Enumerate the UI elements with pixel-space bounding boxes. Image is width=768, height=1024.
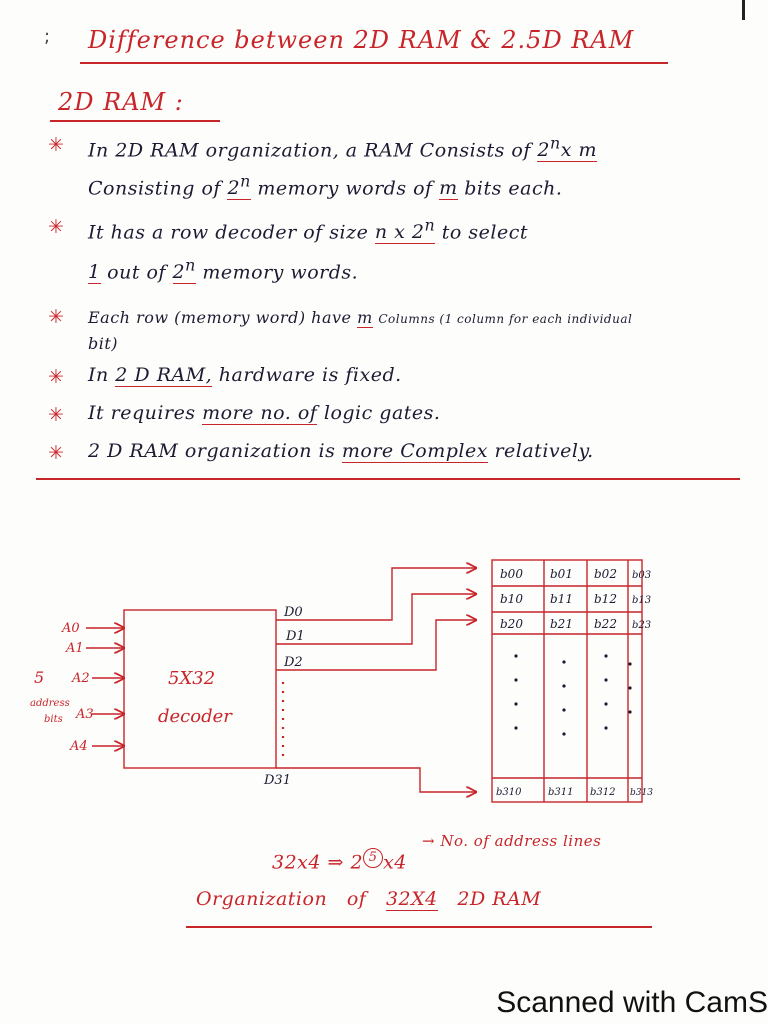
decoder-size-label: 5X32 bbox=[168, 668, 216, 689]
output-d31-line bbox=[276, 768, 476, 792]
output-label-d0: D0 bbox=[284, 605, 303, 620]
page-title: Difference between 2D RAM & 2.5D RAM bbox=[88, 26, 635, 54]
bullet-3-line-2: bit) bbox=[88, 334, 119, 353]
cell-b22: b22 bbox=[594, 617, 617, 631]
input-label-a0: A0 bbox=[62, 621, 80, 636]
input-label-a2: A2 bbox=[72, 671, 90, 686]
scanner-watermark: Scanned with CamS bbox=[496, 986, 768, 1019]
output-d1-line bbox=[276, 594, 476, 644]
bullet-5: It requires more no. of logic gates. bbox=[88, 402, 441, 424]
bullet-star-icon: ✳ bbox=[48, 366, 65, 388]
bullet-star-icon: ✳ bbox=[48, 216, 65, 238]
address-bits-circle: 5 bbox=[363, 848, 383, 868]
output-d2-line bbox=[276, 620, 476, 670]
output-label-d31: D31 bbox=[264, 773, 291, 788]
input-label-a3: A3 bbox=[76, 707, 94, 722]
bullet-star-icon: ✳ bbox=[48, 306, 65, 328]
cell-b20: b20 bbox=[500, 617, 523, 631]
cell-b01: b01 bbox=[550, 567, 573, 581]
decoder-box bbox=[124, 610, 276, 768]
heading-underline bbox=[50, 120, 220, 122]
bullet-2-line-2: 1 out of 2$^n$ memory words. bbox=[88, 256, 359, 284]
bullet-star-icon: ✳ bbox=[48, 134, 65, 156]
ram-organization-diagram bbox=[0, 540, 768, 870]
output-label-d2: D2 bbox=[284, 655, 303, 670]
cell-b10: b10 bbox=[500, 592, 523, 606]
cell-b11: b11 bbox=[550, 592, 573, 606]
cell-b21: b21 bbox=[550, 617, 573, 631]
decoder-label: decoder bbox=[158, 706, 232, 727]
section-divider bbox=[36, 478, 740, 480]
output-label-d1: D1 bbox=[286, 629, 305, 644]
formula-arrow-note: → No. of address lines bbox=[422, 832, 602, 850]
bullet-star-icon: ✳ bbox=[48, 404, 65, 426]
section-heading: 2D RAM : bbox=[58, 88, 184, 116]
cell-b00: b00 bbox=[500, 567, 523, 581]
cell-b313: b313 bbox=[630, 788, 653, 798]
cell-b13: b13 bbox=[632, 595, 652, 606]
input-label-a1: A1 bbox=[66, 641, 84, 656]
cell-b311: b311 bbox=[548, 787, 574, 798]
margin-mark: ; bbox=[44, 26, 51, 47]
bullet-3-line-1: Each row (memory word) have m Columns (1 column for each individual bbox=[88, 308, 633, 327]
cell-b12: b12 bbox=[594, 592, 617, 606]
cell-b23: b23 bbox=[632, 620, 652, 631]
bullet-2-line-1: It has a row decoder of size n x 2$^n$ to select bbox=[88, 216, 528, 244]
scan-edge-mark bbox=[742, 0, 745, 20]
address-label: address bbox=[30, 698, 70, 709]
bullet-4: In 2 D RAM, hardware is fixed. bbox=[88, 364, 402, 386]
bullet-1-line-2: Consisting of 2$^n$ memory words of m bits each. bbox=[88, 172, 563, 200]
input-label-a4: A4 bbox=[70, 739, 88, 754]
formula: 32x4 ⇒ 2 5 x4 bbox=[272, 850, 407, 874]
title-underline bbox=[80, 62, 668, 64]
diagram-caption: Organization of 32X4 2D RAM bbox=[196, 888, 542, 910]
bullet-star-icon: ✳ bbox=[48, 442, 65, 464]
memory-ellipsis-dots bbox=[514, 654, 631, 735]
caption-underline bbox=[186, 926, 652, 928]
cell-b310: b310 bbox=[496, 787, 522, 798]
cell-b312: b312 bbox=[590, 787, 616, 798]
cell-b02: b02 bbox=[594, 567, 617, 581]
bullet-6: 2 D RAM organization is more Complex relatively. bbox=[88, 440, 594, 462]
cell-b03: b03 bbox=[632, 570, 652, 581]
bits-label: bits bbox=[44, 714, 63, 725]
address-count-label: 5 bbox=[34, 668, 45, 687]
bullet-1-line-1: In 2D RAM organization, a RAM Consists of 2$^n$x m bbox=[88, 134, 597, 162]
